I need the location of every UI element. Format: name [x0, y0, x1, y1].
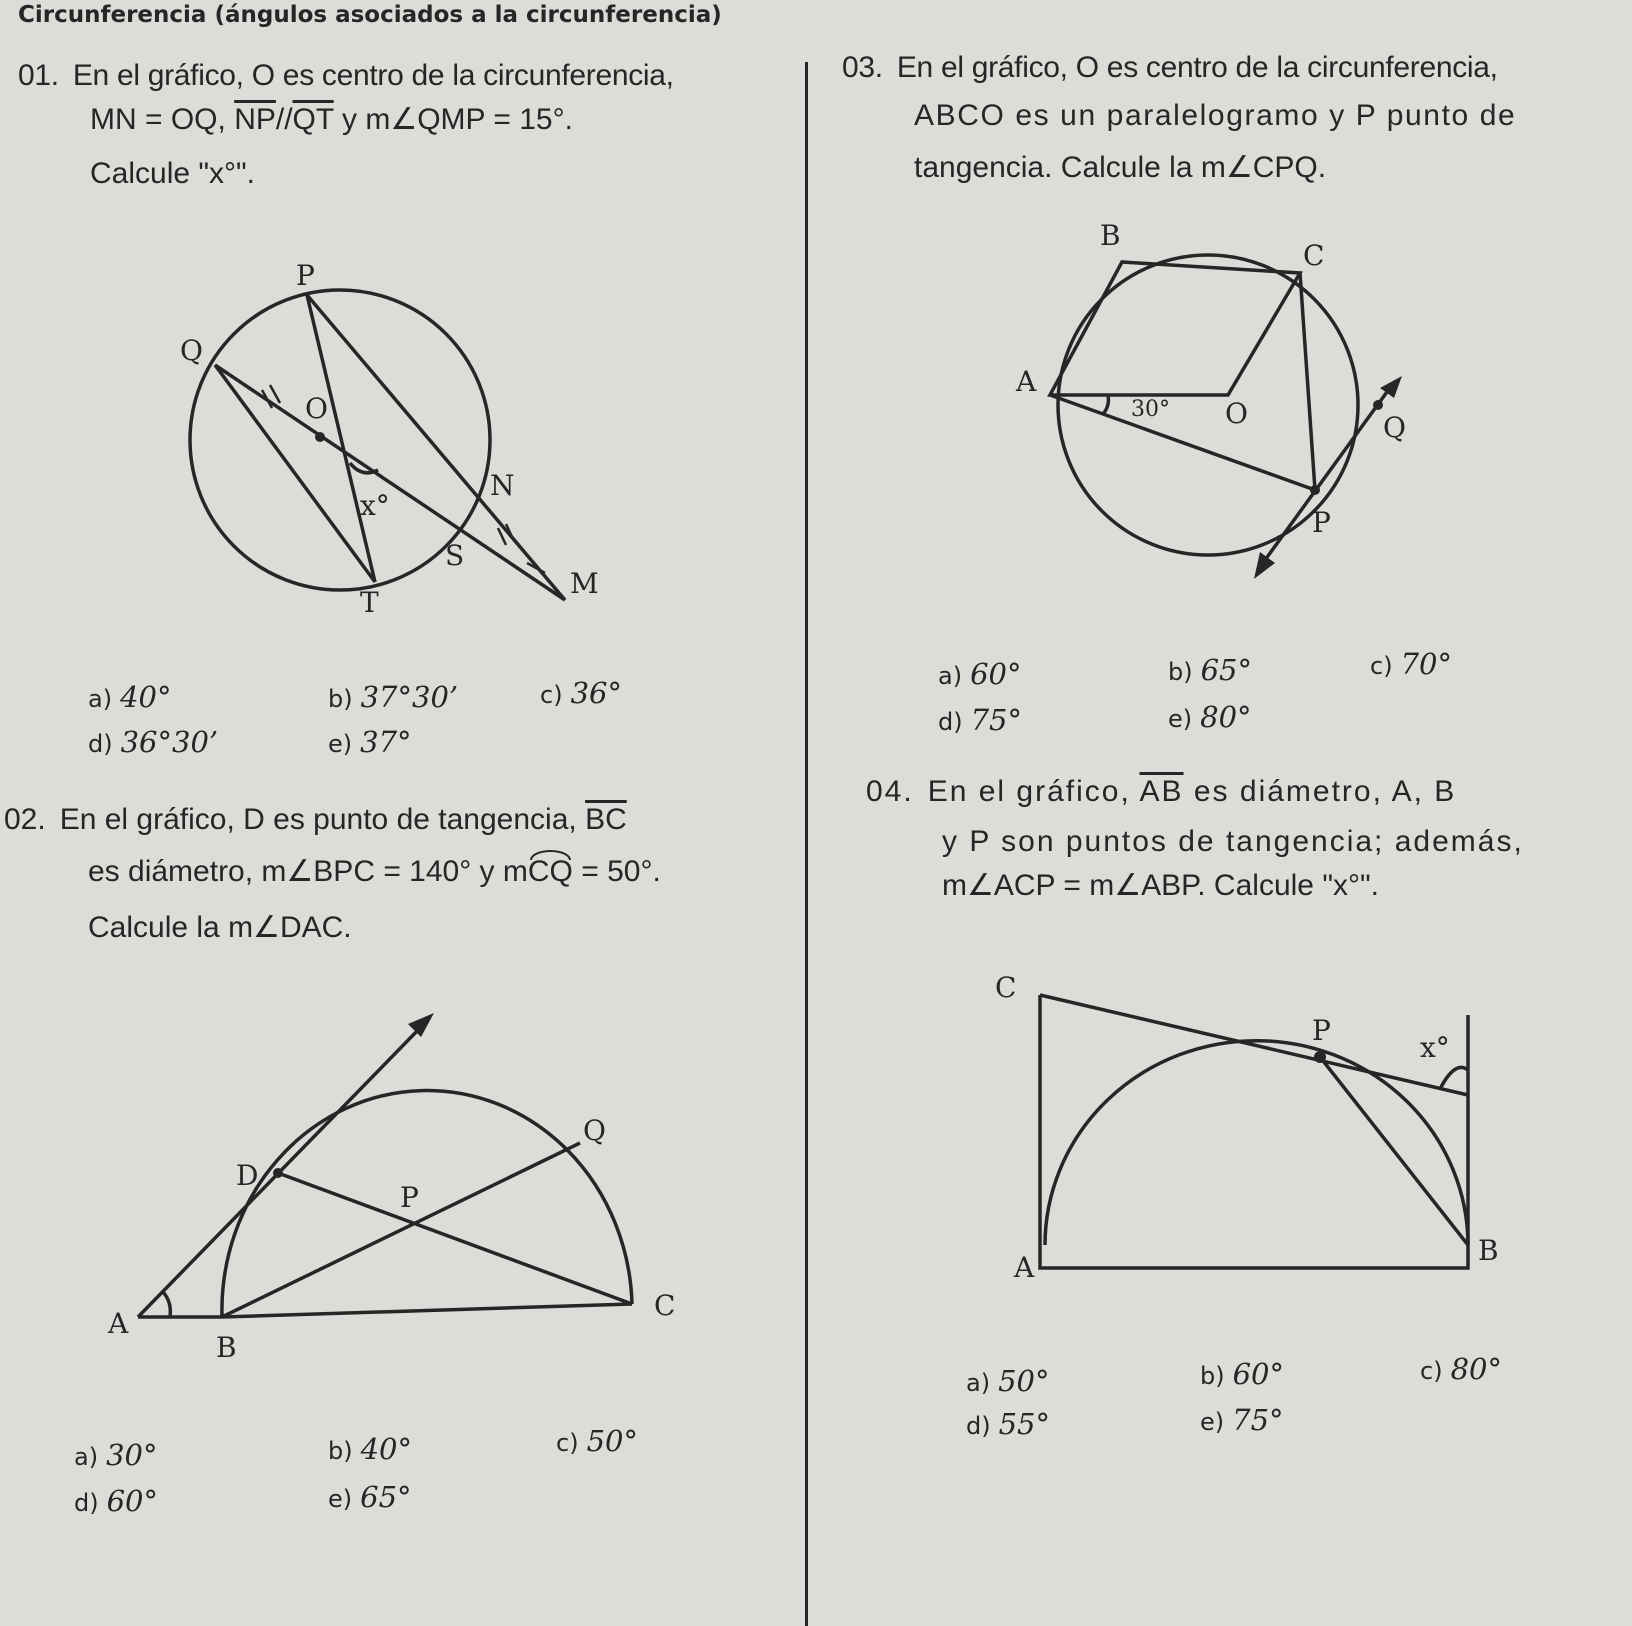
- q02-line2b: = 50°.: [572, 855, 661, 888]
- q01-option-c-value: 36°: [570, 676, 622, 710]
- q01-seg-qt: $\overline{QT}$: [292, 103, 334, 136]
- q03-figure: [1000, 215, 1420, 595]
- q03-point-p: [1310, 485, 1320, 495]
- q01-option-e-letter: e): [328, 730, 353, 758]
- q01-label-x: x°: [360, 489, 390, 522]
- q02-statement: [4, 800, 661, 948]
- q01-line2b: //: [275, 103, 293, 136]
- q03-option-d[interactable]: [938, 703, 1022, 737]
- q01-option-c[interactable]: [540, 676, 622, 710]
- q03-option-b-value: 65°: [1200, 653, 1253, 687]
- q03-label-p: P: [1312, 506, 1331, 539]
- q04-option-b[interactable]: [1200, 1357, 1284, 1391]
- q04-label-a: A: [1014, 1251, 1035, 1284]
- q04-option-d[interactable]: [966, 1407, 1050, 1441]
- q02-arc-cq: CQ: [528, 852, 573, 892]
- q02-chord-dc: [278, 1173, 632, 1304]
- q02-label-p: P: [400, 1181, 419, 1214]
- q03-parallelogram-abco: [1050, 262, 1300, 395]
- q02-label-d: D: [236, 1159, 259, 1192]
- q03-label-o: O: [1225, 397, 1248, 430]
- q03-option-a-value: 60°: [970, 657, 1022, 691]
- q01-label-q: Q: [180, 334, 203, 367]
- q01-option-d-value: 36°30’: [120, 725, 219, 759]
- q01-label-n: N: [490, 469, 515, 502]
- q02-option-a[interactable]: [74, 1438, 157, 1472]
- q02-option-c-letter: c): [556, 1429, 579, 1457]
- q04-line3: m∠ACP = m∠ABP. Calcule "x°".: [942, 869, 1379, 902]
- q02-option-e[interactable]: [328, 1480, 412, 1514]
- q02-angle-a-arc: [163, 1292, 170, 1317]
- q04-option-a-value: 50°: [998, 1364, 1050, 1398]
- q03-option-e-value: 80°: [1200, 700, 1252, 734]
- q03-option-c-value: 70°: [1400, 647, 1452, 681]
- q01-option-a[interactable]: [88, 680, 171, 714]
- q03-label-b: B: [1100, 219, 1121, 252]
- q04-option-e-letter: e): [1200, 1408, 1225, 1436]
- q04-statement: [866, 772, 1524, 906]
- q04-option-a-letter: a): [966, 1369, 991, 1397]
- q01-option-b[interactable]: [328, 680, 458, 714]
- q03-label-a: A: [1016, 365, 1037, 398]
- page-title: Circunferencia (ángulos asociados a la circunferencia): [18, 2, 722, 28]
- q01-line2a: MN = OQ,: [90, 103, 235, 136]
- q02-label-a: A: [108, 1307, 129, 1340]
- q04-angle-x-arc: [1440, 1067, 1468, 1089]
- q04-rectangle: [1040, 995, 1468, 1268]
- q04-number: 04.: [866, 775, 914, 808]
- q02-label-b: B: [216, 1331, 237, 1364]
- q04-label-p: P: [1312, 1014, 1331, 1047]
- q01-label-s: S: [445, 539, 465, 572]
- q03-tangent-arrow-down: [1254, 552, 1275, 579]
- q01-label-p: P: [296, 259, 315, 292]
- q04-point-p: [1314, 1051, 1326, 1063]
- q02-option-c[interactable]: [556, 1424, 638, 1458]
- q03-number: 03.: [842, 51, 883, 84]
- q04-option-a[interactable]: [966, 1364, 1049, 1398]
- q04-line1b: es diámetro, A, B: [1183, 775, 1457, 808]
- q04-option-d-value: 55°: [998, 1407, 1051, 1441]
- q03-label-angle: 30°: [1131, 397, 1170, 422]
- q03-option-b-letter: b): [1168, 658, 1193, 686]
- q01-line3: Calcule "x°".: [90, 157, 256, 190]
- q04-figure: [990, 955, 1520, 1285]
- q03-point-q: [1373, 400, 1383, 410]
- q04-option-c-letter: c): [1420, 1357, 1443, 1385]
- q02-option-d-value: 60°: [106, 1484, 159, 1518]
- q04-option-b-letter: b): [1200, 1362, 1225, 1390]
- q01-option-e[interactable]: [328, 725, 412, 759]
- q01-seg-np: $\overline{NP}$: [234, 103, 276, 136]
- q03-option-b[interactable]: [1168, 653, 1252, 687]
- q02-option-b-letter: b): [328, 1437, 353, 1465]
- q01-option-e-value: 37°: [360, 725, 412, 759]
- q02-option-a-letter: a): [74, 1443, 99, 1471]
- q01-tick-2: [270, 385, 280, 403]
- q02-option-b-value: 40°: [360, 1432, 413, 1466]
- q02-option-a-value: 30°: [106, 1438, 158, 1472]
- q04-label-b: B: [1478, 1234, 1499, 1267]
- q03-option-e[interactable]: [1168, 700, 1252, 734]
- q02-label-q: Q: [583, 1114, 606, 1147]
- q04-option-e-value: 75°: [1232, 1403, 1284, 1437]
- q03-label-q: Q: [1383, 411, 1406, 444]
- q04-seg-ab: $\overline{AB}$: [1139, 775, 1184, 808]
- q01-option-b-letter: b): [328, 685, 353, 713]
- q01-number: 01.: [18, 59, 59, 92]
- q03-line2: ABCO es un paralelogramo y P punto de: [914, 99, 1517, 132]
- q03-option-e-letter: e): [1168, 705, 1193, 733]
- q02-seg-bc: $\overline{BC}$: [585, 803, 627, 836]
- q01-label-t: T: [360, 586, 379, 619]
- q02-line2a: es diámetro, m∠BPC = 140° y m: [88, 855, 528, 888]
- column-divider: [805, 62, 808, 1626]
- q02-option-d[interactable]: [74, 1484, 158, 1518]
- q02-point-d: [273, 1168, 283, 1178]
- q03-line1: En el gráfico, O es centro de la circunferencia,: [896, 51, 1498, 84]
- q04-label-x: x°: [1420, 1031, 1450, 1064]
- q04-option-b-value: 60°: [1232, 1357, 1285, 1391]
- q01-center-dot: [315, 432, 325, 442]
- q04-option-e[interactable]: [1200, 1403, 1284, 1437]
- q01-option-b-value: 37°30’: [360, 680, 459, 714]
- q02-figure: [100, 1000, 680, 1364]
- q01-line2c: y m∠QMP = 15°.: [333, 103, 573, 136]
- q03-option-c[interactable]: [1370, 647, 1452, 681]
- q03-option-c-letter: c): [1370, 652, 1393, 680]
- q02-option-b[interactable]: [328, 1432, 412, 1466]
- q04-tangent-cp: [1040, 995, 1468, 1095]
- q02-line1a: En el gráfico, D es punto de tangencia,: [59, 803, 586, 836]
- q04-line2: y P son puntos de tangencia; además,: [942, 825, 1524, 858]
- q03-statement: [842, 48, 1516, 188]
- q03-line3: tangencia. Calcule la m∠CPQ.: [914, 151, 1327, 184]
- q03-option-a[interactable]: [938, 657, 1021, 691]
- q01-label-m: M: [570, 567, 599, 600]
- q04-option-c-value: 80°: [1450, 1352, 1502, 1386]
- q01-statement: [18, 56, 674, 194]
- q01-option-d-letter: d): [88, 730, 113, 758]
- q02-option-e-letter: e): [328, 1485, 353, 1513]
- q04-option-c[interactable]: [1420, 1352, 1502, 1386]
- q01-option-d[interactable]: [88, 725, 218, 759]
- q04-semicircle: [1045, 1041, 1468, 1245]
- q01-label-o: O: [305, 392, 328, 425]
- q03-angle-30-arc: [1103, 395, 1108, 414]
- q02-option-d-letter: d): [74, 1489, 99, 1517]
- q01-line1: En el gráfico, O es centro de la circunferencia,: [72, 59, 674, 92]
- q03-option-a-letter: a): [938, 662, 963, 690]
- q03-label-c: C: [1303, 239, 1325, 272]
- q02-tangent-arrow: [408, 1013, 434, 1037]
- q03-option-d-letter: d): [938, 708, 963, 736]
- q02-diameter-bc: [222, 1304, 632, 1317]
- q02-number: 02.: [4, 803, 46, 836]
- q01-figure: [150, 240, 630, 620]
- q02-line3: Calcule la m∠DAC.: [88, 911, 352, 944]
- q02-option-c-value: 50°: [586, 1424, 638, 1458]
- q01-option-a-letter: a): [88, 685, 113, 713]
- q02-option-e-value: 65°: [360, 1480, 412, 1514]
- q04-line1a: En el gráfico,: [927, 775, 1140, 808]
- q04-label-c: C: [995, 971, 1017, 1004]
- q01-option-a-value: 40°: [120, 680, 172, 714]
- q03-line-ap: [1050, 395, 1315, 490]
- q03-option-d-value: 75°: [970, 703, 1023, 737]
- q02-label-c: C: [654, 1289, 676, 1322]
- q04-option-d-letter: d): [966, 1412, 991, 1440]
- q03-chord-cp: [1300, 273, 1315, 490]
- q01-option-c-letter: c): [540, 681, 563, 709]
